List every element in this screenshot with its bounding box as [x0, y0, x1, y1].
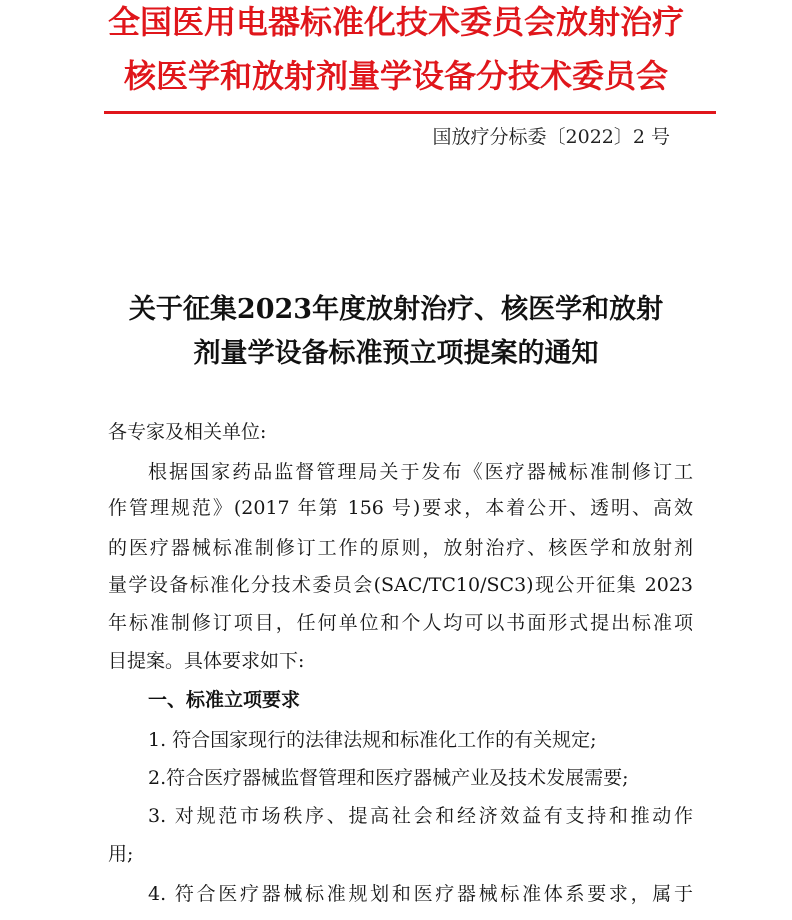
header-red-rule: [104, 111, 716, 114]
intro-paragraph-line: 根据国家药品监督管理局关于发布《医疗器械标准制修订工: [148, 461, 693, 483]
notice-title-line-2: 剂量学设备标准预立项提案的通知: [193, 338, 599, 369]
requirement-item-3: 3. 对规范市场秩序、提高社会和经济效益有支持和推动作: [148, 805, 693, 827]
notice-title-line-1: 关于征集2023年度放射治疗、核医学和放射: [128, 294, 664, 325]
intro-paragraph-line: 的医疗器械标准制修订工作的原则，放射治疗、核医学和放射剂: [108, 537, 693, 559]
section-heading-requirements: 一、标准立项要求: [148, 689, 301, 711]
org-name-line-2: 核医学和放射剂量学设备分技术委员会: [123, 57, 668, 95]
org-name-line-1: 全国医用电器标准化技术委员会放射治疗: [107, 3, 684, 41]
salutation: 各专家及相关单位:: [108, 421, 267, 443]
requirement-item-1: 1. 符合国家现行的法律法规和标准化工作的有关规定;: [148, 729, 597, 751]
intro-paragraph-line: 年标准制修订项目，任何单位和个人均可以书面形式提出标准项: [108, 612, 693, 634]
intro-paragraph-line: 量学设备标准化分技术委员会(SAC/TC10/SC3)现公开征集 2023: [108, 574, 693, 596]
intro-paragraph-line: 目提案。具体要求如下:: [108, 650, 305, 672]
document-number: 国放疗分标委〔2022〕2 号: [432, 126, 670, 148]
intro-paragraph-line: 作管理规范》(2017 年第 156 号)要求，本着公开、透明、高效: [108, 497, 693, 519]
requirement-item-3-continued: 用;: [108, 843, 134, 865]
requirement-item-2: 2.符合医疗器械监督管理和医疗器械产业及技术发展需要;: [148, 767, 629, 789]
requirement-item-4: 4. 符合医疗器械标准规划和医疗器械标准体系要求，属于: [148, 883, 693, 905]
